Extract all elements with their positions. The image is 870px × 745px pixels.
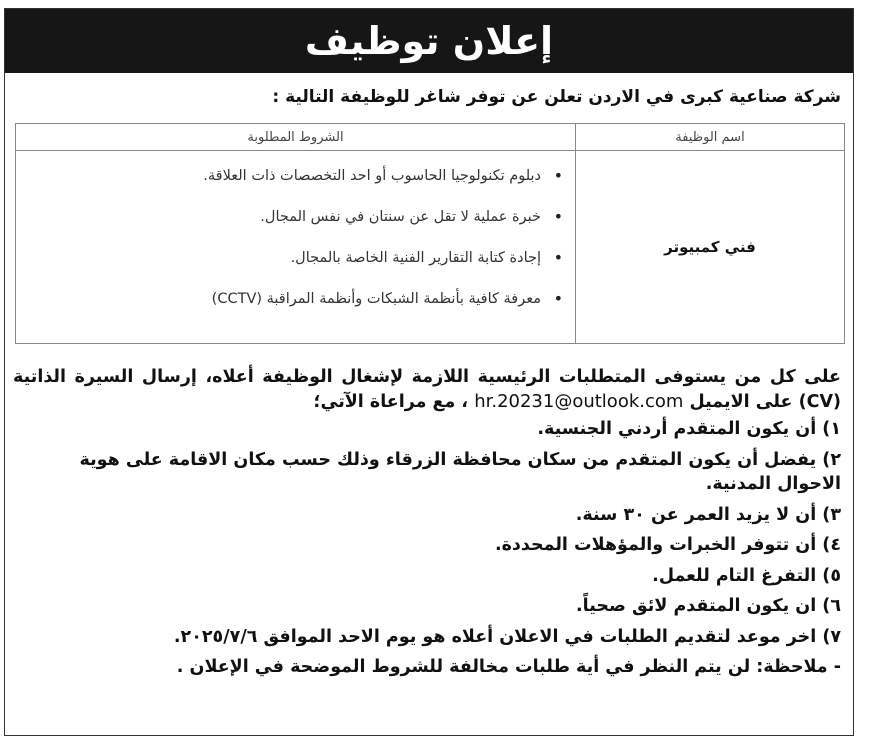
application-instructions	[13, 365, 841, 414]
column-header-job-title: اسم الوظيفة	[576, 124, 845, 151]
table-header-row	[16, 124, 845, 151]
condition-item: ٣) أن لا يزيد العمر عن ٣٠ سنة.	[575, 504, 841, 525]
requirement-item: • إجادة كتابة التقارير الفنية الخاصة بالمجال.	[26, 247, 541, 288]
ad-header	[5, 9, 853, 73]
ad-body	[13, 365, 841, 680]
note-text: - ملاحظة: لن يتم النظر في أية طلبات مخالفة للشروط الموضحة في الإعلان .	[176, 657, 841, 677]
requirement-item: • معرفة كافية بأنظمة الشبكات وأنظمة المراقبة (CCTV)	[26, 288, 541, 329]
intro-text: شركة صناعية كبرى في الاردن تعلن عن توفر شاغر للوظيفة التالية :	[272, 87, 841, 107]
condition-item: ٦) ان يكون المتقدم لائق صحياً.	[576, 596, 841, 616]
apply-text-after: ، مع مراعاة الآتي؛	[313, 391, 469, 412]
job-title-cell: فني كمبيوتر	[576, 151, 845, 344]
ad-title: إعلان توظيف	[304, 19, 554, 63]
requirements-list	[26, 151, 541, 329]
requirement-item: • دبلوم تكنولوجيا الحاسوب أو احد التخصصات ذات العلاقة.	[26, 165, 541, 206]
condition-item: ١) أن يكون المتقدم أردني الجنسية.	[537, 419, 841, 439]
apply-text-before: على كل من يستوفى المتطلبات الرئيسية اللازمة لإشغال الوظيفة أعلاه، إرسال السيرة الذاتية (CV) على الايميل	[13, 367, 841, 412]
job-advertisement	[4, 8, 854, 736]
jobs-table	[15, 123, 845, 344]
condition-item: ٤) أن تتوفر الخبرات والمؤهلات المحددة.	[494, 535, 841, 555]
requirements-cell	[16, 151, 576, 344]
requirement-item: • خبرة عملية لا تقل عن سنتان في نفس المجال.	[26, 206, 541, 247]
condition-item: ٢) يفضل أن يكون المتقدم من سكان محافظة الزرقاء وذلك حسب مكان الاقامة على هوية الاحوال المدنية.	[79, 449, 841, 494]
conditions-list	[13, 417, 841, 649]
email-address: hr.20231@outlook.com	[474, 390, 684, 412]
table-row	[16, 151, 845, 344]
column-header-requirements: الشروط المطلوبة	[16, 124, 576, 151]
condition-item: ٧) اخر موعد لتقديم الطلبات في الاعلان أعلاه هو يوم الاحد الموافق ٢٠٢٥/٧/٦.	[173, 626, 841, 647]
condition-item: ٥) التفرغ التام للعمل.	[652, 565, 841, 586]
